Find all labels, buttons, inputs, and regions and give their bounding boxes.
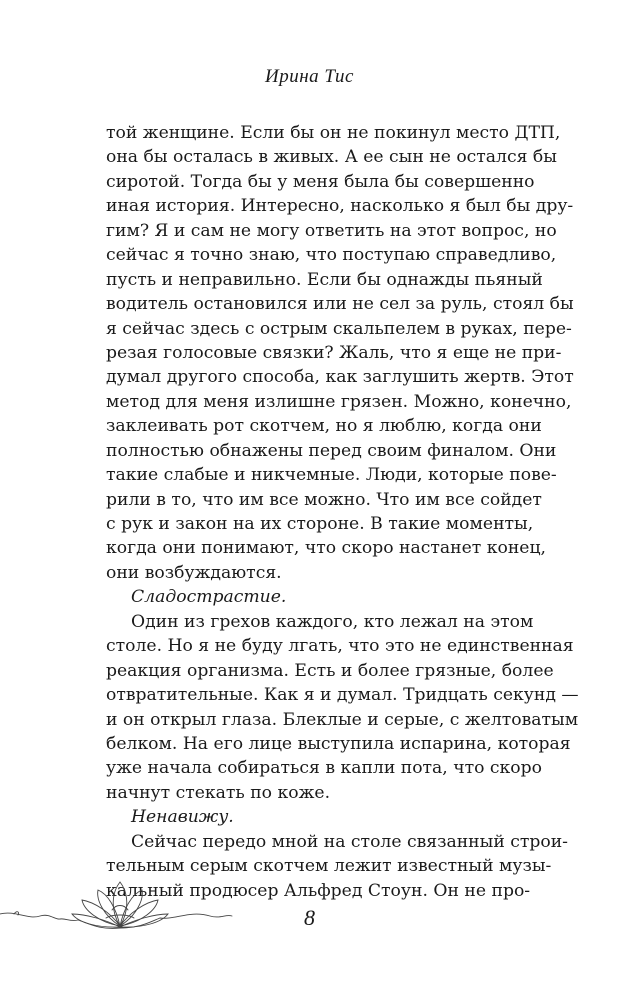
text-line: заклеивать рот скотчем, но я люблю, когда они	[106, 416, 542, 437]
text-line: они возбуждаются.	[106, 562, 282, 583]
text-line: Ненавижу.	[131, 807, 234, 828]
body-text	[106, 121, 579, 903]
text-line: уже начала собираться в капли пота, что скоро	[106, 758, 542, 779]
text-line: белком. На его лице выступила испарина, которая	[106, 733, 571, 754]
text-line: столе. Но я не буду лгать, что это не единственная	[106, 636, 574, 657]
text-line: Сейчас передо мной на столе связанный строи-	[131, 831, 568, 852]
text-line: полностью обнажены перед своим финалом. Они	[106, 440, 557, 461]
text-line: той женщине. Если бы он не покинул место ДТП,	[106, 123, 561, 143]
text-line: когда они понимают, что скоро настанет конец,	[106, 538, 546, 559]
text-line: и он открыл глаза. Блеклые и серые, с желтоватым	[106, 709, 579, 730]
text-line: она бы осталась в живых. А ее сын не остался бы	[106, 147, 557, 168]
text-line: водитель остановился или не сел за руль, стоял бы	[106, 294, 574, 315]
text-line: Сладострастие.	[131, 587, 287, 608]
text-line: отвратительные. Как я и думал. Тридцать секунд —	[106, 685, 579, 706]
text-line: рили в то, что им все можно. Что им все сойдет	[106, 489, 542, 510]
running-title: Ирина Тис	[265, 66, 354, 87]
text-line: метод для меня излишне грязен. Можно, конечно,	[106, 391, 572, 412]
text-line: иная история. Интересно, насколько я был бы дру-	[106, 196, 574, 217]
text-line: гим? Я и сам не могу ответить на этот вопрос, но	[106, 220, 557, 241]
text-line: сейчас я точно знаю, что поступаю справедливо,	[106, 245, 557, 266]
text-line: я сейчас здесь с острым скальпелем в руках, пере-	[106, 318, 572, 339]
text-line: начнут стекать по коже.	[106, 782, 331, 803]
text-line: сиротой. Тогда бы у меня была бы совершенно	[106, 171, 535, 192]
text-line: кальный продюсер Альфред Стоун. Он не про-	[106, 880, 531, 901]
text-line: тельным серым скотчем лежит известный музы-	[106, 856, 552, 877]
text-line: думал другого способа, как заглушить жертв. Этот	[106, 367, 574, 388]
text-line: Один из грехов каждого, кто лежал на этом	[131, 611, 534, 632]
page-number: 8	[304, 905, 315, 930]
text-line: с рук и закон на их стороне. В такие моменты,	[106, 514, 534, 534]
text-line: реакция организма. Есть и более грязные, более	[106, 660, 554, 681]
text-line: резая голосовые связки? Жаль, что я еще не при-	[106, 342, 562, 363]
text-line: такие слабые и никчемные. Люди, которые пове-	[106, 465, 557, 486]
text-line: пусть и неправильно. Если бы однажды пьяный	[106, 269, 543, 290]
